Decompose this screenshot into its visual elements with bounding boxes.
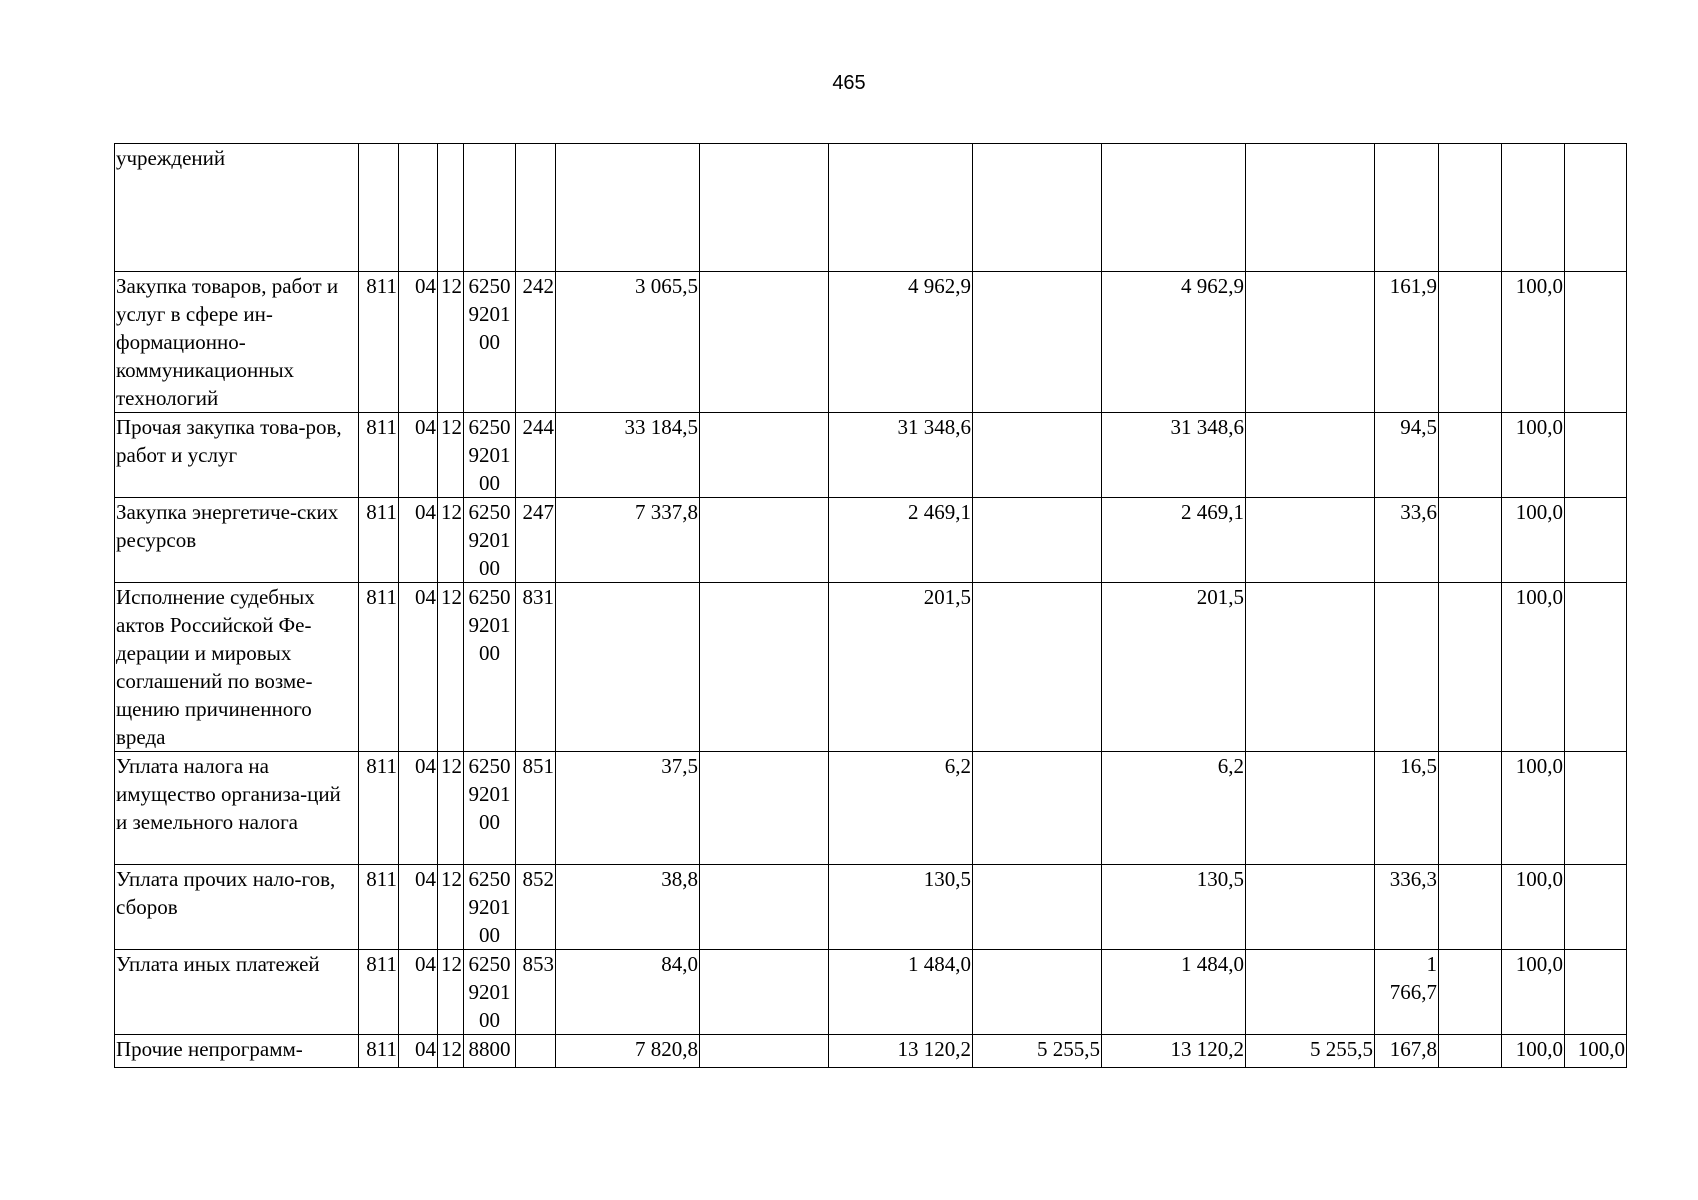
- cell-value: [1246, 144, 1375, 272]
- cell-value: 100,0: [1502, 583, 1565, 752]
- cell-value: 33,6: [1375, 498, 1439, 583]
- cell-admin-code: [359, 144, 399, 272]
- cell-value: [1246, 950, 1375, 1035]
- row-name: Закупка энергетиче-ских ресурсов: [115, 498, 359, 583]
- cell-target-article: [464, 144, 516, 272]
- cell-value: [700, 498, 829, 583]
- cell-value: 100,0: [1502, 413, 1565, 498]
- cell-section: 04: [399, 950, 438, 1035]
- row-name: Прочая закупка това-ров, работ и услуг: [115, 413, 359, 498]
- cell-value: 167,8: [1375, 1035, 1439, 1068]
- table-row: [115, 950, 1627, 1035]
- cell-expense-type: 242: [516, 272, 556, 413]
- cell-value: 100,0: [1502, 498, 1565, 583]
- cell-target-article: 6250 9201 00: [464, 413, 516, 498]
- cell-admin-code: 811: [359, 865, 399, 950]
- cell-value: [973, 583, 1102, 752]
- cell-value: [700, 413, 829, 498]
- cell-value: [700, 144, 829, 272]
- cell-value: 100,0: [1565, 1035, 1627, 1068]
- cell-value: 6,2: [829, 752, 973, 865]
- cell-value: 31 348,6: [829, 413, 973, 498]
- cell-value: [1439, 583, 1502, 752]
- cell-value: 1 484,0: [829, 950, 973, 1035]
- cell-value: [700, 950, 829, 1035]
- cell-expense-type: 851: [516, 752, 556, 865]
- cell-section: 04: [399, 498, 438, 583]
- cell-value: [700, 865, 829, 950]
- cell-value: [1375, 144, 1439, 272]
- cell-section: 04: [399, 413, 438, 498]
- cell-value: [700, 1035, 829, 1068]
- table-row: [115, 498, 1627, 583]
- cell-value: [1439, 865, 1502, 950]
- cell-subsection: [438, 144, 464, 272]
- cell-value: 4 962,9: [1102, 272, 1246, 413]
- cell-value: 201,5: [1102, 583, 1246, 752]
- cell-expense-type: [516, 144, 556, 272]
- cell-value: [1246, 583, 1375, 752]
- cell-subsection: 12: [438, 583, 464, 752]
- cell-admin-code: 811: [359, 583, 399, 752]
- cell-value: 100,0: [1502, 272, 1565, 413]
- cell-value: 5 255,5: [973, 1035, 1102, 1068]
- cell-admin-code: 811: [359, 498, 399, 583]
- table-row: [115, 272, 1627, 413]
- cell-subsection: 12: [438, 272, 464, 413]
- cell-value: [700, 272, 829, 413]
- cell-section: 04: [399, 583, 438, 752]
- cell-value: 84,0: [556, 950, 700, 1035]
- table-row: [115, 1035, 1627, 1068]
- row-name: Исполнение судебных актов Российской Фе-дерации и мировых соглашений по возме-щению причиненного вреда: [115, 583, 359, 752]
- cell-target-article: 8800: [464, 1035, 516, 1068]
- cell-value: 38,8: [556, 865, 700, 950]
- cell-value: [1246, 865, 1375, 950]
- cell-section: 04: [399, 752, 438, 865]
- cell-section: 04: [399, 865, 438, 950]
- cell-section: 04: [399, 1035, 438, 1068]
- cell-value: [1565, 498, 1627, 583]
- cell-admin-code: 811: [359, 272, 399, 413]
- cell-admin-code: 811: [359, 413, 399, 498]
- row-name: Уплата прочих нало-гов, сборов: [115, 865, 359, 950]
- cell-subsection: 12: [438, 752, 464, 865]
- cell-value: 7 820,8: [556, 1035, 700, 1068]
- cell-value: 2 469,1: [1102, 498, 1246, 583]
- table-row: [115, 413, 1627, 498]
- cell-value: 5 255,5: [1246, 1035, 1375, 1068]
- cell-value: 4 962,9: [829, 272, 973, 413]
- cell-expense-type: [516, 1035, 556, 1068]
- cell-target-article: 6250 9201 00: [464, 498, 516, 583]
- cell-value: [1246, 498, 1375, 583]
- row-name: Уплата налога на имущество организа-ций и земельного налога: [115, 752, 359, 865]
- cell-value: [1439, 1035, 1502, 1068]
- cell-value: [1439, 144, 1502, 272]
- row-name: учреждений: [115, 144, 359, 272]
- row-name: Уплата иных платежей: [115, 950, 359, 1035]
- cell-value: 31 348,6: [1102, 413, 1246, 498]
- cell-value: [1565, 144, 1627, 272]
- cell-value: [1439, 950, 1502, 1035]
- cell-value: [700, 752, 829, 865]
- cell-target-article: 6250 9201 00: [464, 865, 516, 950]
- cell-value: [1246, 272, 1375, 413]
- cell-value: [973, 413, 1102, 498]
- cell-value: [1439, 413, 1502, 498]
- cell-value: 130,5: [829, 865, 973, 950]
- cell-value: 6,2: [1102, 752, 1246, 865]
- table-row: [115, 583, 1627, 752]
- cell-value: 130,5: [1102, 865, 1246, 950]
- cell-value: 2 469,1: [829, 498, 973, 583]
- cell-value: [973, 950, 1102, 1035]
- cell-value: [1439, 752, 1502, 865]
- cell-value: 7 337,8: [556, 498, 700, 583]
- cell-value: 16,5: [1375, 752, 1439, 865]
- cell-value: 100,0: [1502, 865, 1565, 950]
- cell-section: [399, 144, 438, 272]
- table-row: [115, 144, 1627, 272]
- cell-value: [973, 865, 1102, 950]
- table-row: [115, 865, 1627, 950]
- cell-expense-type: 831: [516, 583, 556, 752]
- cell-value: 13 120,2: [1102, 1035, 1246, 1068]
- cell-subsection: 12: [438, 1035, 464, 1068]
- cell-subsection: 12: [438, 498, 464, 583]
- cell-subsection: 12: [438, 950, 464, 1035]
- cell-expense-type: 853: [516, 950, 556, 1035]
- cell-value: [1502, 144, 1565, 272]
- cell-value: 336,3: [1375, 865, 1439, 950]
- cell-subsection: 12: [438, 413, 464, 498]
- cell-expense-type: 852: [516, 865, 556, 950]
- cell-value: [1246, 752, 1375, 865]
- cell-value: 37,5: [556, 752, 700, 865]
- cell-target-article: 6250 9201 00: [464, 583, 516, 752]
- cell-value: 13 120,2: [829, 1035, 973, 1068]
- cell-expense-type: 244: [516, 413, 556, 498]
- cell-value: [556, 144, 700, 272]
- cell-value: 100,0: [1502, 752, 1565, 865]
- cell-value: 1 484,0: [1102, 950, 1246, 1035]
- cell-target-article: 6250 9201 00: [464, 950, 516, 1035]
- cell-value: 33 184,5: [556, 413, 700, 498]
- cell-value: 100,0: [1502, 1035, 1565, 1068]
- cell-value: [700, 583, 829, 752]
- cell-value: [829, 144, 973, 272]
- cell-value: 161,9: [1375, 272, 1439, 413]
- cell-value: [1565, 950, 1627, 1035]
- cell-admin-code: 811: [359, 1035, 399, 1068]
- cell-value: [1565, 752, 1627, 865]
- cell-value: [1439, 498, 1502, 583]
- cell-admin-code: 811: [359, 752, 399, 865]
- cell-value: [1565, 865, 1627, 950]
- cell-value: 3 065,5: [556, 272, 700, 413]
- budget-table: [114, 143, 1627, 1068]
- cell-section: 04: [399, 272, 438, 413]
- table-row: [115, 752, 1627, 865]
- row-name: Закупка товаров, работ и услуг в сфере ин-формационно-коммуникационных технологий: [115, 272, 359, 413]
- cell-target-article: 6250 9201 00: [464, 752, 516, 865]
- cell-value: [1439, 272, 1502, 413]
- cell-value: [556, 583, 700, 752]
- cell-subsection: 12: [438, 865, 464, 950]
- cell-expense-type: 247: [516, 498, 556, 583]
- cell-target-article: 6250 9201 00: [464, 272, 516, 413]
- cell-value: [1375, 583, 1439, 752]
- cell-value: 1 766,7: [1375, 950, 1439, 1035]
- row-name: Прочие непрограмм-: [115, 1035, 359, 1068]
- cell-value: 94,5: [1375, 413, 1439, 498]
- cell-admin-code: 811: [359, 950, 399, 1035]
- page-number: 465: [832, 72, 866, 94]
- cell-value: [1565, 272, 1627, 413]
- cell-value: [1565, 583, 1627, 752]
- cell-value: [1246, 413, 1375, 498]
- cell-value: [1565, 413, 1627, 498]
- cell-value: [973, 498, 1102, 583]
- cell-value: 201,5: [829, 583, 973, 752]
- cell-value: [973, 272, 1102, 413]
- cell-value: [1102, 144, 1246, 272]
- cell-value: [973, 144, 1102, 272]
- cell-value: [973, 752, 1102, 865]
- cell-value: 100,0: [1502, 950, 1565, 1035]
